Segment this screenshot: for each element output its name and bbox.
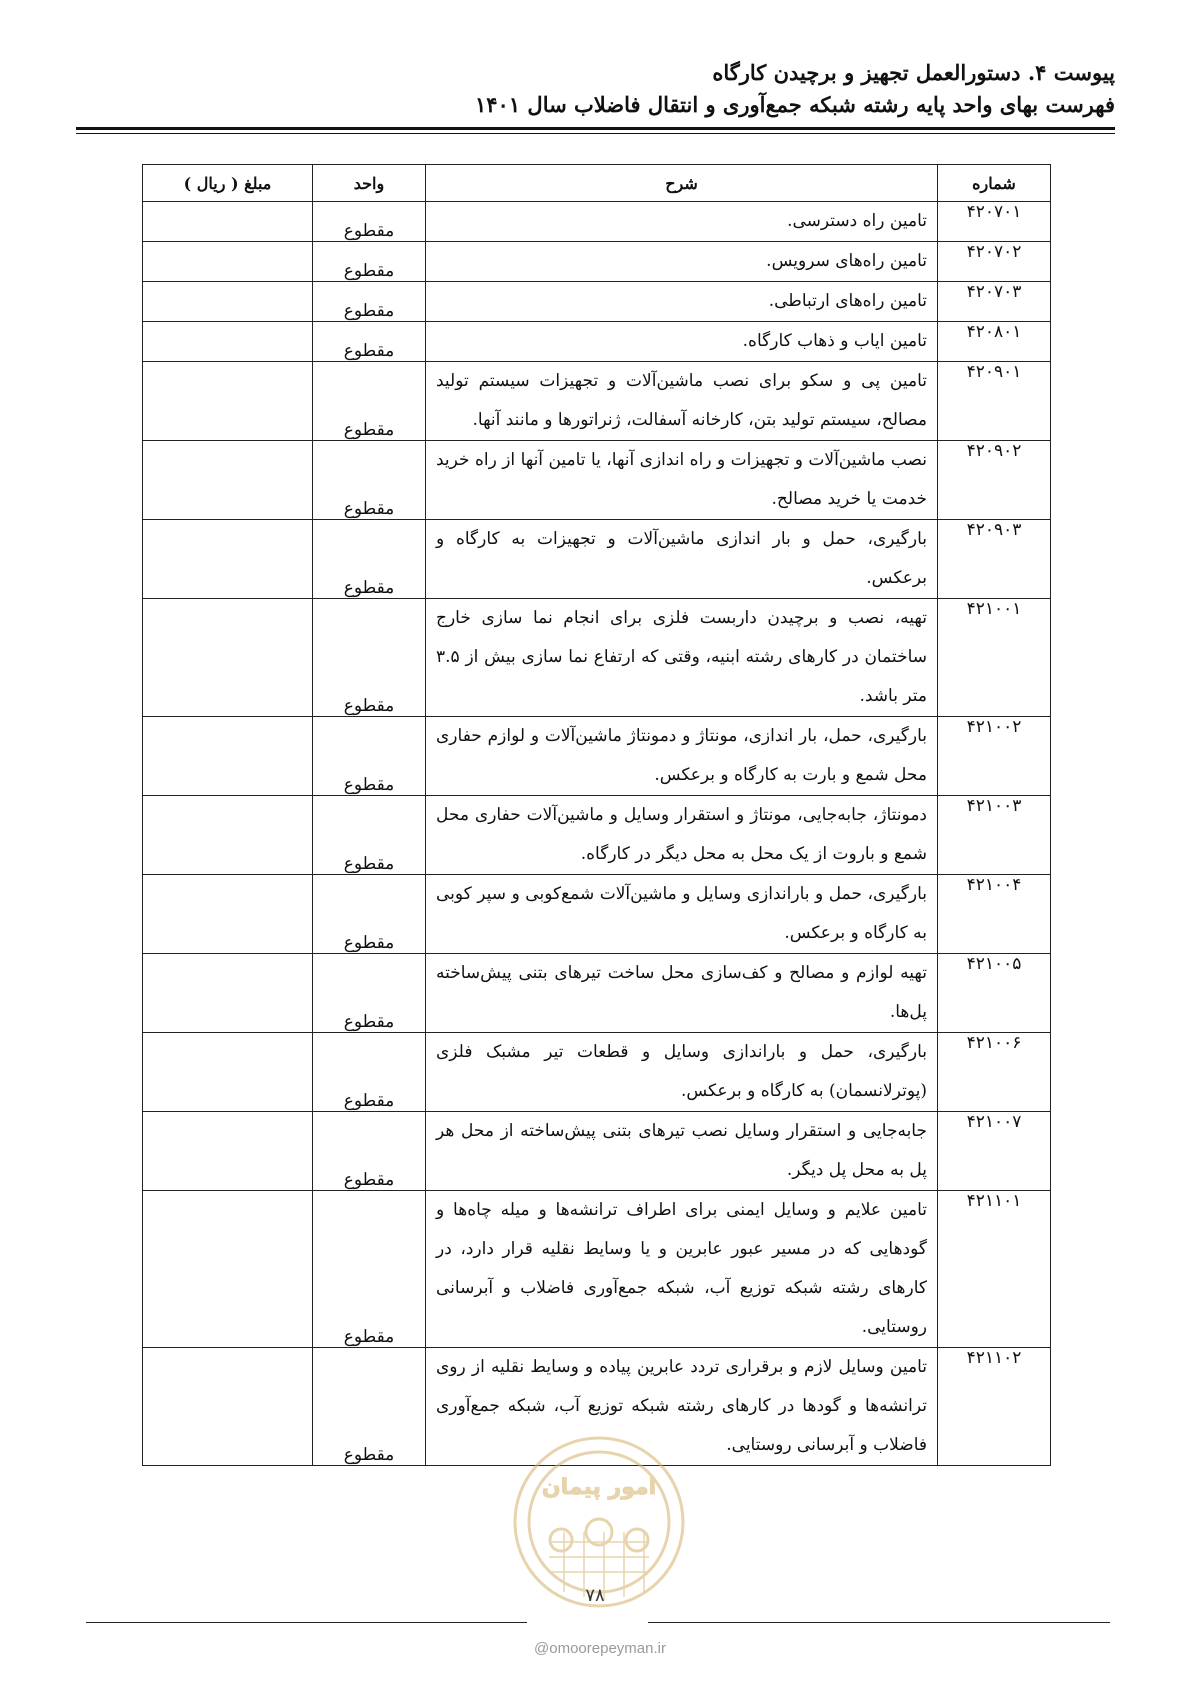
item-description: تامین ایاب و ذهاب کارگاه.: [426, 322, 938, 362]
item-amount: [143, 796, 313, 875]
item-number: ۴۲۰۷۰۱: [938, 202, 1051, 242]
item-number: ۴۲۱۰۰۱: [938, 599, 1051, 717]
column-header-description: شرح: [426, 165, 938, 202]
item-number: ۴۲۱۰۰۳: [938, 796, 1051, 875]
item-number: ۴۲۰۹۰۳: [938, 520, 1051, 599]
item-amount: [143, 1112, 313, 1191]
item-unit: مقطوع: [313, 796, 426, 875]
item-number: ۴۲۱۱۰۲: [938, 1348, 1051, 1466]
item-amount: [143, 954, 313, 1033]
item-description: بارگیری، حمل، بار اندازی، مونتاژ و دمونتاژ ماشین‌آلات و لوازم حفاری محل شمع و بارت به کارگاه و برعکس.: [426, 717, 938, 796]
item-description: بارگیری، حمل و باراندازی وسایل و ماشین‌آلات شمع‌کوبی و سپر کوبی به کارگاه و برعکس.: [426, 875, 938, 954]
watermark-url: @omoorepeyman.ir: [534, 1640, 666, 1657]
header-rule-thin: [76, 133, 1115, 134]
item-unit: مقطوع: [313, 954, 426, 1033]
item-amount: [143, 1348, 313, 1466]
item-unit: مقطوع: [313, 441, 426, 520]
item-number: ۴۲۰۸۰۱: [938, 322, 1051, 362]
item-unit: مقطوع: [313, 282, 426, 322]
item-number: ۴۲۰۷۰۳: [938, 282, 1051, 322]
item-description: تامین راه‌های سرویس.: [426, 242, 938, 282]
item-description: بارگیری، حمل و بار اندازی ماشین‌آلات و تجهیزات به کارگاه و برعکس.: [426, 520, 938, 599]
table-header-row: [143, 165, 1051, 202]
header-subtitle: فهرست بهای واحد پایه رشته شبکه جمع‌آوری و انتقال فاضلاب سال ۱۴۰۱: [475, 92, 1115, 117]
item-number: ۴۲۱۰۰۲: [938, 717, 1051, 796]
item-unit: مقطوع: [313, 1033, 426, 1112]
item-description: تهیه لوازم و مصالح و کف‌سازی محل ساخت تیرهای بتنی پیش‌ساخته پل‌ها.: [426, 954, 938, 1033]
item-unit: مقطوع: [313, 362, 426, 441]
column-header-amount: مبلغ ( ریال ): [143, 165, 313, 202]
table-row: [143, 1033, 1051, 1112]
table-row: [143, 362, 1051, 441]
footer-rule-right: [648, 1622, 1110, 1623]
item-description: تامین راه‌های ارتباطی.: [426, 282, 938, 322]
table-row: [143, 282, 1051, 322]
item-description: نصب ماشین‌آلات و تجهیزات و راه اندازی آنها، یا تامین آنها از راه خرید خدمت یا خرید مصالح.: [426, 441, 938, 520]
item-description: تامین علایم و وسایل ایمنی برای اطراف ترانشه‌ها و میله چاه‌ها و گودهایی که در مسیر عبور عابرین و یا وسایط نقلیه قرار دارد، در کارهای رشته شبکه توزیع آب، شبکه جمع‌آوری فاضلاب و آبرسانی روستایی.: [426, 1191, 938, 1348]
item-description: جابه‌جایی و استقرار وسایل نصب تیرهای بتنی پیش‌ساخته از محل هر پل به محل پل دیگر.: [426, 1112, 938, 1191]
item-description: تامین پی و سکو برای نصب ماشین‌آلات و تجهیزات سیستم تولید مصالح، سیستم تولید بتن، کارخانه آسفالت، ژنراتورها و مانند آنها.: [426, 362, 938, 441]
table-row: [143, 599, 1051, 717]
item-amount: [143, 282, 313, 322]
item-description: تامین وسایل لازم و برقراری تردد عابرین پیاده و وسایط نقلیه از روی ترانشه‌ها و گودها در کارهای رشته شبکه توزیع آب، شبکه جمع‌آوری فاضلاب و آبرسانی روستایی.: [426, 1348, 938, 1466]
item-unit: مقطوع: [313, 1112, 426, 1191]
item-number: ۴۲۰۷۰۲: [938, 242, 1051, 282]
item-unit: مقطوع: [313, 242, 426, 282]
price-list-table: [142, 164, 1051, 1466]
header-title: پیوست ۴. دستورالعمل تجهیز و برچیدن کارگاه: [712, 60, 1115, 85]
item-amount: [143, 717, 313, 796]
item-unit: مقطوع: [313, 1348, 426, 1466]
item-description: دمونتاژ، جابه‌جایی، مونتاژ و استقرار وسایل و ماشین‌آلات حفاری محل شمع و باروت از یک محل به محل دیگر در کارگاه.: [426, 796, 938, 875]
item-unit: مقطوع: [313, 520, 426, 599]
item-amount: [143, 1191, 313, 1348]
item-unit: مقطوع: [313, 875, 426, 954]
table-row: [143, 954, 1051, 1033]
page-number: ۷۸: [585, 1585, 605, 1606]
table-row: [143, 242, 1051, 282]
item-description: تهیه، نصب و برچیدن داربست فلزی برای انجام نما سازی خارج ساختمان در کارهای رشته ابنیه، وقتی که ارتفاع نما سازی بیش از ۳.۵ متر باشد.: [426, 599, 938, 717]
item-unit: مقطوع: [313, 1191, 426, 1348]
footer-rule-left: [86, 1622, 527, 1623]
item-amount: [143, 362, 313, 441]
item-amount: [143, 875, 313, 954]
header-rule-thick: [76, 127, 1115, 130]
item-number: ۴۲۱۰۰۶: [938, 1033, 1051, 1112]
item-amount: [143, 441, 313, 520]
item-unit: مقطوع: [313, 599, 426, 717]
item-number: ۴۲۱۰۰۴: [938, 875, 1051, 954]
table-row: [143, 322, 1051, 362]
item-amount: [143, 202, 313, 242]
item-description: تامین راه دسترسی.: [426, 202, 938, 242]
item-unit: مقطوع: [313, 322, 426, 362]
table-row: [143, 441, 1051, 520]
item-description: بارگیری، حمل و باراندازی وسایل و قطعات تیر مشبک فلزی (پوترلانسمان) به کارگاه و برعکس.: [426, 1033, 938, 1112]
column-header-number: شماره: [938, 165, 1051, 202]
seal-left-circle: [550, 1529, 572, 1551]
table-row: [143, 796, 1051, 875]
item-number: ۴۲۱۱۰۱: [938, 1191, 1051, 1348]
seal-rings: [515, 1438, 683, 1606]
seal-text: امور پیمان: [541, 1475, 657, 1500]
column-header-unit: واحد: [313, 165, 426, 202]
item-amount: [143, 520, 313, 599]
item-number: ۴۲۱۰۰۵: [938, 954, 1051, 1033]
table-row: [143, 717, 1051, 796]
item-number: ۴۲۱۰۰۷: [938, 1112, 1051, 1191]
item-amount: [143, 242, 313, 282]
table-row: [143, 1191, 1051, 1348]
table-row: [143, 875, 1051, 954]
seal-center-circle: [586, 1519, 612, 1545]
table-row: [143, 520, 1051, 599]
item-unit: مقطوع: [313, 717, 426, 796]
item-amount: [143, 322, 313, 362]
item-unit: مقطوع: [313, 202, 426, 242]
item-number: ۴۲۰۹۰۱: [938, 362, 1051, 441]
table-row: [143, 1112, 1051, 1191]
item-amount: [143, 1033, 313, 1112]
item-amount: [143, 599, 313, 717]
item-number: ۴۲۰۹۰۲: [938, 441, 1051, 520]
table-row: [143, 202, 1051, 242]
page-header: [75, 58, 1115, 122]
